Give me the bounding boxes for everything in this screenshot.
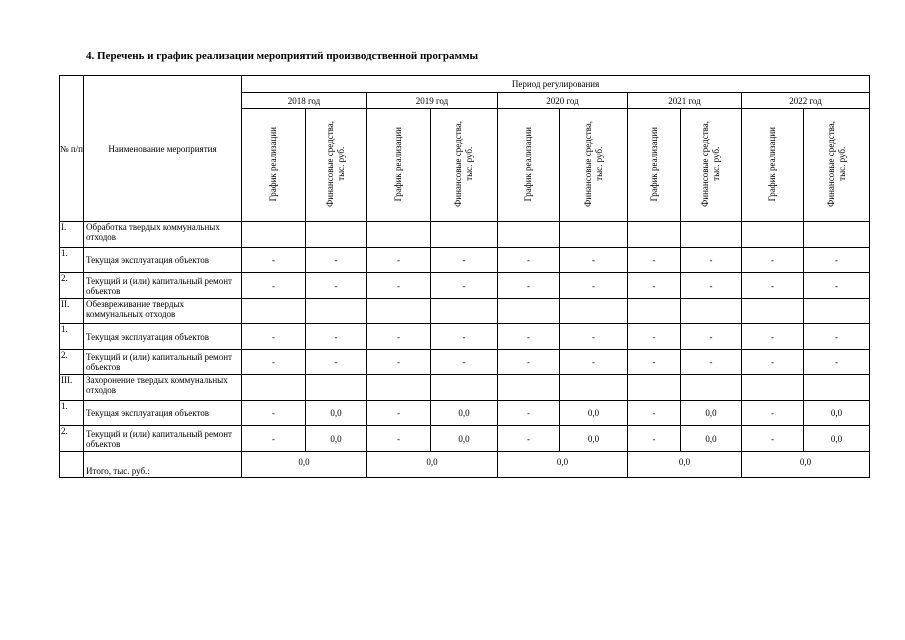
row-value: -	[804, 324, 870, 350]
row-value	[742, 299, 804, 324]
row-value: 0,0	[306, 401, 367, 426]
table-row	[60, 426, 870, 452]
row-value	[804, 299, 870, 324]
row-value	[431, 375, 498, 401]
table-row	[60, 324, 870, 350]
header-finance-column	[560, 109, 628, 222]
header-finance-line2: тыс. руб.	[336, 146, 346, 182]
header-schedule-column	[628, 109, 681, 222]
header-finance-line1: Финансовые средства,	[325, 121, 335, 207]
header-schedule-column	[367, 109, 431, 222]
header-finance-line2: тыс. руб.	[593, 146, 604, 182]
row-value	[681, 222, 742, 248]
row-value: -	[498, 426, 560, 452]
row-value: -	[242, 401, 306, 426]
row-value: -	[742, 401, 804, 426]
row-value: -	[628, 324, 681, 350]
row-value	[628, 375, 681, 401]
header-period: Период регулирования	[242, 76, 870, 93]
total-label: Итого, тыс. руб.:	[84, 452, 242, 478]
header-name: Наименование мероприятия	[84, 76, 242, 222]
header-schedule-label: График реализации	[767, 126, 777, 202]
row-value: -	[306, 248, 367, 273]
row-value: -	[681, 350, 742, 375]
row-value	[742, 222, 804, 248]
header-year: 2019 год	[367, 93, 498, 109]
header-finance-line2: тыс. руб.	[464, 146, 474, 182]
row-name: Текущий и (или) капитальный ремонт объектов	[84, 426, 242, 452]
row-value	[431, 299, 498, 324]
row-value: -	[498, 324, 560, 350]
row-value: -	[628, 350, 681, 375]
row-value	[498, 299, 560, 324]
header-finance-label	[700, 121, 722, 207]
row-name: Обезвреживание твердых коммунальных отходов	[84, 299, 242, 324]
row-value: -	[628, 248, 681, 273]
total-row	[60, 452, 870, 478]
header-schedule-label: График реализации	[523, 126, 533, 202]
header-finance-line2: тыс. руб.	[836, 146, 847, 182]
row-number: III.	[60, 375, 84, 401]
row-value	[628, 299, 681, 324]
total-value: 0,0	[498, 452, 628, 478]
row-value: -	[242, 248, 306, 273]
header-finance-column	[431, 109, 498, 222]
row-value	[560, 375, 628, 401]
header-year: 2021 год	[628, 93, 742, 109]
header-year: 2022 год	[742, 93, 870, 109]
row-value	[498, 375, 560, 401]
table-row	[60, 222, 870, 248]
row-value: -	[498, 401, 560, 426]
row-number: 1.	[60, 324, 84, 350]
row-value: -	[498, 248, 560, 273]
row-number: 2.	[60, 273, 84, 299]
row-name: Текущая эксплуатация объектов	[84, 324, 242, 350]
row-value: -	[431, 350, 498, 375]
row-value	[242, 222, 306, 248]
row-value: -	[242, 426, 306, 452]
row-value: -	[742, 248, 804, 273]
row-value	[560, 299, 628, 324]
header-finance-label	[583, 121, 605, 207]
header-schedule-column	[242, 109, 306, 222]
header-finance-label	[453, 121, 475, 207]
row-value: -	[681, 248, 742, 273]
row-value: -	[367, 248, 431, 273]
header-finance-line1: Финансовые средства,	[453, 121, 463, 207]
row-value: -	[367, 273, 431, 299]
header-finance-label	[826, 121, 848, 207]
header-schedule-label: График реализации	[393, 126, 403, 202]
row-value: 0,0	[306, 426, 367, 452]
row-value: -	[498, 273, 560, 299]
row-name: Текущая эксплуатация объектов	[84, 401, 242, 426]
row-number: 2.	[60, 350, 84, 375]
header-finance-line1: Финансовые средства,	[825, 121, 836, 207]
total-value: 0,0	[367, 452, 498, 478]
row-value: -	[306, 273, 367, 299]
row-name: Текущий и (или) капитальный ремонт объектов	[84, 350, 242, 375]
row-value	[628, 222, 681, 248]
row-value	[804, 222, 870, 248]
header-finance-label	[325, 121, 347, 207]
header-schedule-column	[742, 109, 804, 222]
row-value: -	[628, 401, 681, 426]
table-row	[60, 350, 870, 375]
row-value	[242, 375, 306, 401]
header-schedule-label: График реализации	[648, 126, 659, 202]
row-value: -	[560, 273, 628, 299]
row-value: -	[804, 350, 870, 375]
header-finance-line2: тыс. руб.	[711, 146, 721, 182]
row-value: -	[681, 324, 742, 350]
header-finance-column	[306, 109, 367, 222]
header-finance-column	[804, 109, 870, 222]
row-value: 0,0	[560, 426, 628, 452]
row-number: I.	[60, 222, 84, 248]
row-value	[367, 222, 431, 248]
header-finance-line1: Финансовые средства,	[700, 121, 710, 207]
row-value: -	[367, 426, 431, 452]
row-value	[681, 299, 742, 324]
row-value: -	[306, 350, 367, 375]
row-value: -	[242, 273, 306, 299]
table-row	[60, 299, 870, 324]
row-number: II.	[60, 299, 84, 324]
header-year: 2020 год	[498, 93, 628, 109]
table-row	[60, 375, 870, 401]
program-table	[59, 75, 870, 478]
row-value: -	[628, 273, 681, 299]
row-value	[306, 222, 367, 248]
row-value: -	[242, 350, 306, 375]
row-value: -	[742, 273, 804, 299]
document-title: 4. Перечень и график реализации мероприятий производственной программы	[86, 50, 479, 62]
total-value: 0,0	[242, 452, 367, 478]
total-value: 0,0	[628, 452, 742, 478]
row-value	[367, 375, 431, 401]
header-schedule-label: График реализации	[268, 126, 278, 202]
row-value	[306, 299, 367, 324]
row-value: -	[742, 350, 804, 375]
header-finance-column	[681, 109, 742, 222]
row-value	[306, 375, 367, 401]
header-finance-line1: Финансовые средства,	[582, 121, 593, 207]
row-name: Текущая эксплуатация объектов	[84, 248, 242, 273]
row-value: 0,0	[560, 401, 628, 426]
table-row	[60, 248, 870, 273]
row-value: 0,0	[804, 426, 870, 452]
row-value: -	[431, 324, 498, 350]
row-number: 1.	[60, 401, 84, 426]
row-name: Обработка твердых коммунальных отходов	[84, 222, 242, 248]
row-number: 2.	[60, 426, 84, 452]
row-number: 1.	[60, 248, 84, 273]
row-value: -	[804, 273, 870, 299]
row-value: 0,0	[681, 401, 742, 426]
row-value: 0,0	[431, 426, 498, 452]
row-value	[431, 222, 498, 248]
row-value: -	[628, 426, 681, 452]
row-value: -	[742, 324, 804, 350]
row-value	[367, 299, 431, 324]
row-value	[560, 222, 628, 248]
row-value	[498, 222, 560, 248]
row-value	[242, 299, 306, 324]
total-number-cell	[60, 452, 84, 478]
row-value: -	[498, 350, 560, 375]
total-value: 0,0	[742, 452, 870, 478]
row-value: -	[242, 324, 306, 350]
row-value: -	[804, 248, 870, 273]
header-num: № п/п	[60, 76, 84, 222]
row-name: Текущий и (или) капитальный ремонт объектов	[84, 273, 242, 299]
header-schedule-column	[498, 109, 560, 222]
table-row	[60, 401, 870, 426]
row-value	[742, 375, 804, 401]
row-value: -	[560, 324, 628, 350]
row-value	[681, 375, 742, 401]
row-value: -	[367, 350, 431, 375]
row-value: -	[681, 273, 742, 299]
row-value: -	[306, 324, 367, 350]
row-value: 0,0	[681, 426, 742, 452]
row-value: 0,0	[431, 401, 498, 426]
row-value: -	[742, 426, 804, 452]
row-value: 0,0	[804, 401, 870, 426]
row-value: -	[431, 273, 498, 299]
row-value	[804, 375, 870, 401]
table-row	[60, 273, 870, 299]
row-value: -	[560, 350, 628, 375]
row-value: -	[431, 248, 498, 273]
row-value: -	[560, 248, 628, 273]
row-value: -	[367, 401, 431, 426]
row-value: -	[367, 324, 431, 350]
header-year: 2018 год	[242, 93, 367, 109]
row-name: Захоронение твердых коммунальных отходов	[84, 375, 242, 401]
